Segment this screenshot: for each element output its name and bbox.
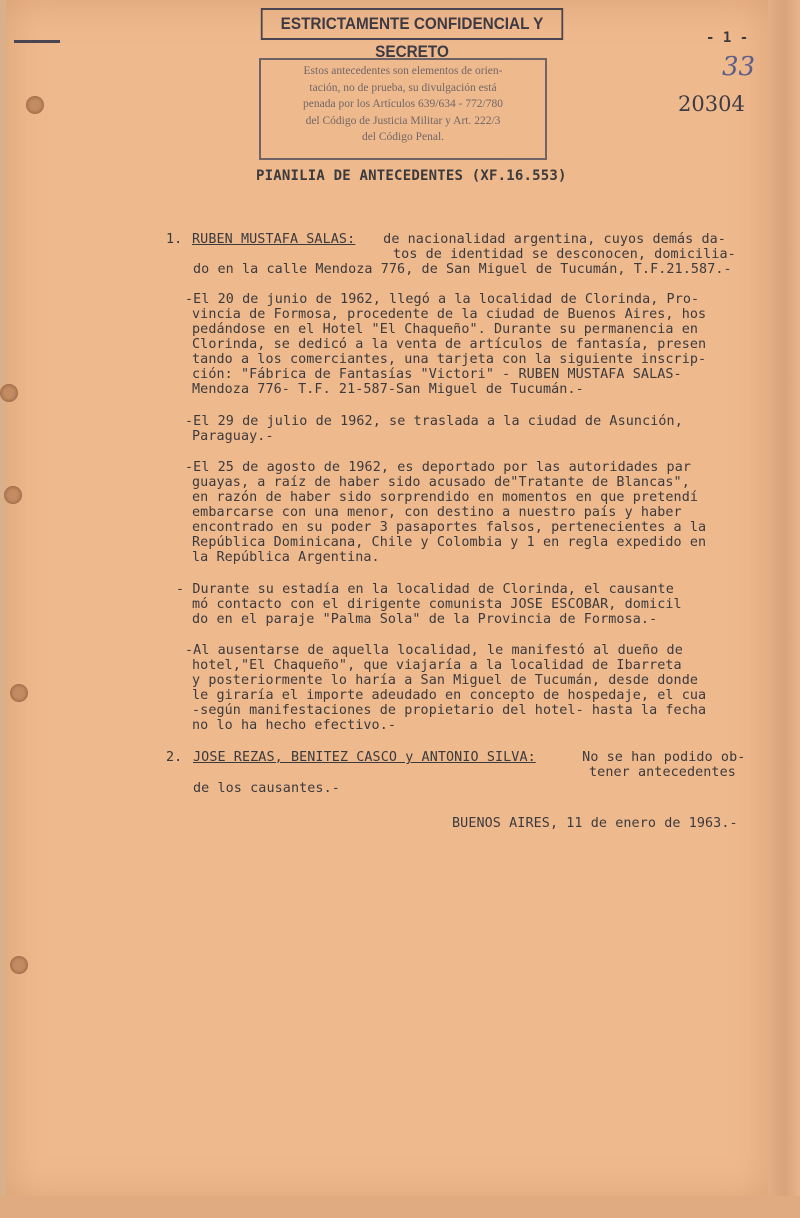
text-line: de nacionalidad argentina, cuyos demás da- [375, 232, 726, 247]
text-line: de los causantes.- [193, 781, 340, 796]
text-line: República Dominicana, Chile y Colombia y 1 en regla expedido en [192, 535, 707, 550]
text-line: encontrado en su poder 3 pasaportes falsos, pertenecientes a la [192, 520, 707, 535]
legal-notice-stamp [259, 58, 547, 160]
text-line: Mendoza 776- T.F. 21-587-San Miguel de Tucumán.- [192, 382, 584, 397]
punch-hole [4, 486, 22, 504]
text-line: Paraguay.- [192, 429, 274, 444]
text-line: guayas, a raíz de haber sido acusado de"Tratante de Blancas", [192, 475, 690, 490]
punch-hole [10, 684, 28, 702]
stamp-line: tación, no de prueba, su divulgación está [309, 81, 497, 94]
text-line: le giraría el importe adeudado en concepto de hospedaje, el cua [192, 688, 707, 703]
text-line: hotel,"El Chaqueño", que viajaría a la localidad de Ibarreta [192, 658, 682, 673]
document-number: 20304 [678, 92, 745, 116]
text-line: ción: "Fábrica de Fantasías "Victori" - RUBEN MUSTAFA SALAS- [192, 367, 682, 382]
text-line: -El 20 de junio de 1962, llegó a la localidad de Clorinda, Pro- [185, 292, 700, 307]
punch-hole [0, 384, 18, 402]
text-line: -Al ausentarse de aquella localidad, le manifestó al dueño de [185, 643, 683, 658]
text-line: la República Argentina. [192, 550, 380, 565]
subject-name: RUBEN MUSTAFA SALAS: [192, 232, 356, 247]
text-line: mó contacto con el dirigente comunista JOSE ESCOBAR, domicil [192, 597, 682, 612]
text-line: No se han podido ob- [574, 750, 746, 765]
handwritten-folio: 33 [722, 52, 756, 82]
text-line: tando a los comerciantes, una tarjeta con la siguiente inscrip- [192, 352, 707, 367]
text-line: Clorinda, se dedicó a la venta de artículos de fantasía, presen [192, 337, 707, 352]
punch-hole [10, 956, 28, 974]
paper-bottom-edge [0, 1196, 800, 1218]
confidential-stamp: ESTRICTAMENTE CONFIDENCIAL Y SECRETO [261, 8, 563, 40]
paper-edge [768, 0, 800, 1218]
text-line: - Durante su estadía en la localidad de Clorinda, el causante [176, 582, 674, 597]
item-number: 1. [166, 232, 183, 247]
text-line: do en la calle Mendoza 776, de San Miguel de Tucumán, T.F.21.587.- [193, 262, 732, 277]
page-number: - 1 - [706, 30, 749, 46]
text-line: y posteriormente lo haría a San Miguel de Tucumán, desde donde [192, 673, 699, 688]
text-line: -según manifestaciones de propietario del hotel- hasta la fecha [192, 703, 707, 718]
document-title: PIANILIA DE ANTECEDENTES (XF.16.553) [256, 168, 567, 184]
item-number: 2. [166, 750, 183, 765]
text-line: no lo ha hecho efectivo.- [192, 718, 397, 733]
subject-names: JOSE REZAS, BENITEZ CASCO y ANTONIO SILVA: [193, 750, 536, 765]
text-line: tener antecedentes [589, 765, 736, 780]
stamp-line: del Código de Justicia Militar y Art. 222/3 [305, 114, 501, 127]
text-line: embarcarse con una menor, con destino a nuestro país y haber [192, 505, 682, 520]
text-line: tos de identidad se desconocen, domicilia- [393, 247, 736, 262]
pen-mark [14, 40, 60, 43]
text-line: -El 25 de agosto de 1962, es deportado por las autoridades par [185, 460, 692, 475]
text-line: pedándose en el Hotel "El Chaqueño". Durante su permanencia en [192, 322, 699, 337]
text-line: do en el paraje "Palma Sola" de la Provincia de Formosa.- [192, 612, 658, 627]
text-line: -El 29 de julio de 1962, se traslada a la ciudad de Asunción, [185, 414, 683, 429]
stamp-line: Estos antecedentes son elementos de orien- [303, 65, 503, 77]
text-line: en razón de haber sido sorprendido en momentos en que pretendí [192, 490, 699, 505]
text-line: vincia de Formosa, procedente de la ciudad de Buenos Aires, hos [192, 307, 707, 322]
stamp-line: del Código Penal. [361, 131, 445, 143]
stamp-line: penada por los Artículos 639/634 - 772/780 [303, 98, 503, 110]
punch-hole [26, 96, 44, 114]
place-date: BUENOS AIRES, 11 de enero de 1963.- [452, 816, 738, 831]
